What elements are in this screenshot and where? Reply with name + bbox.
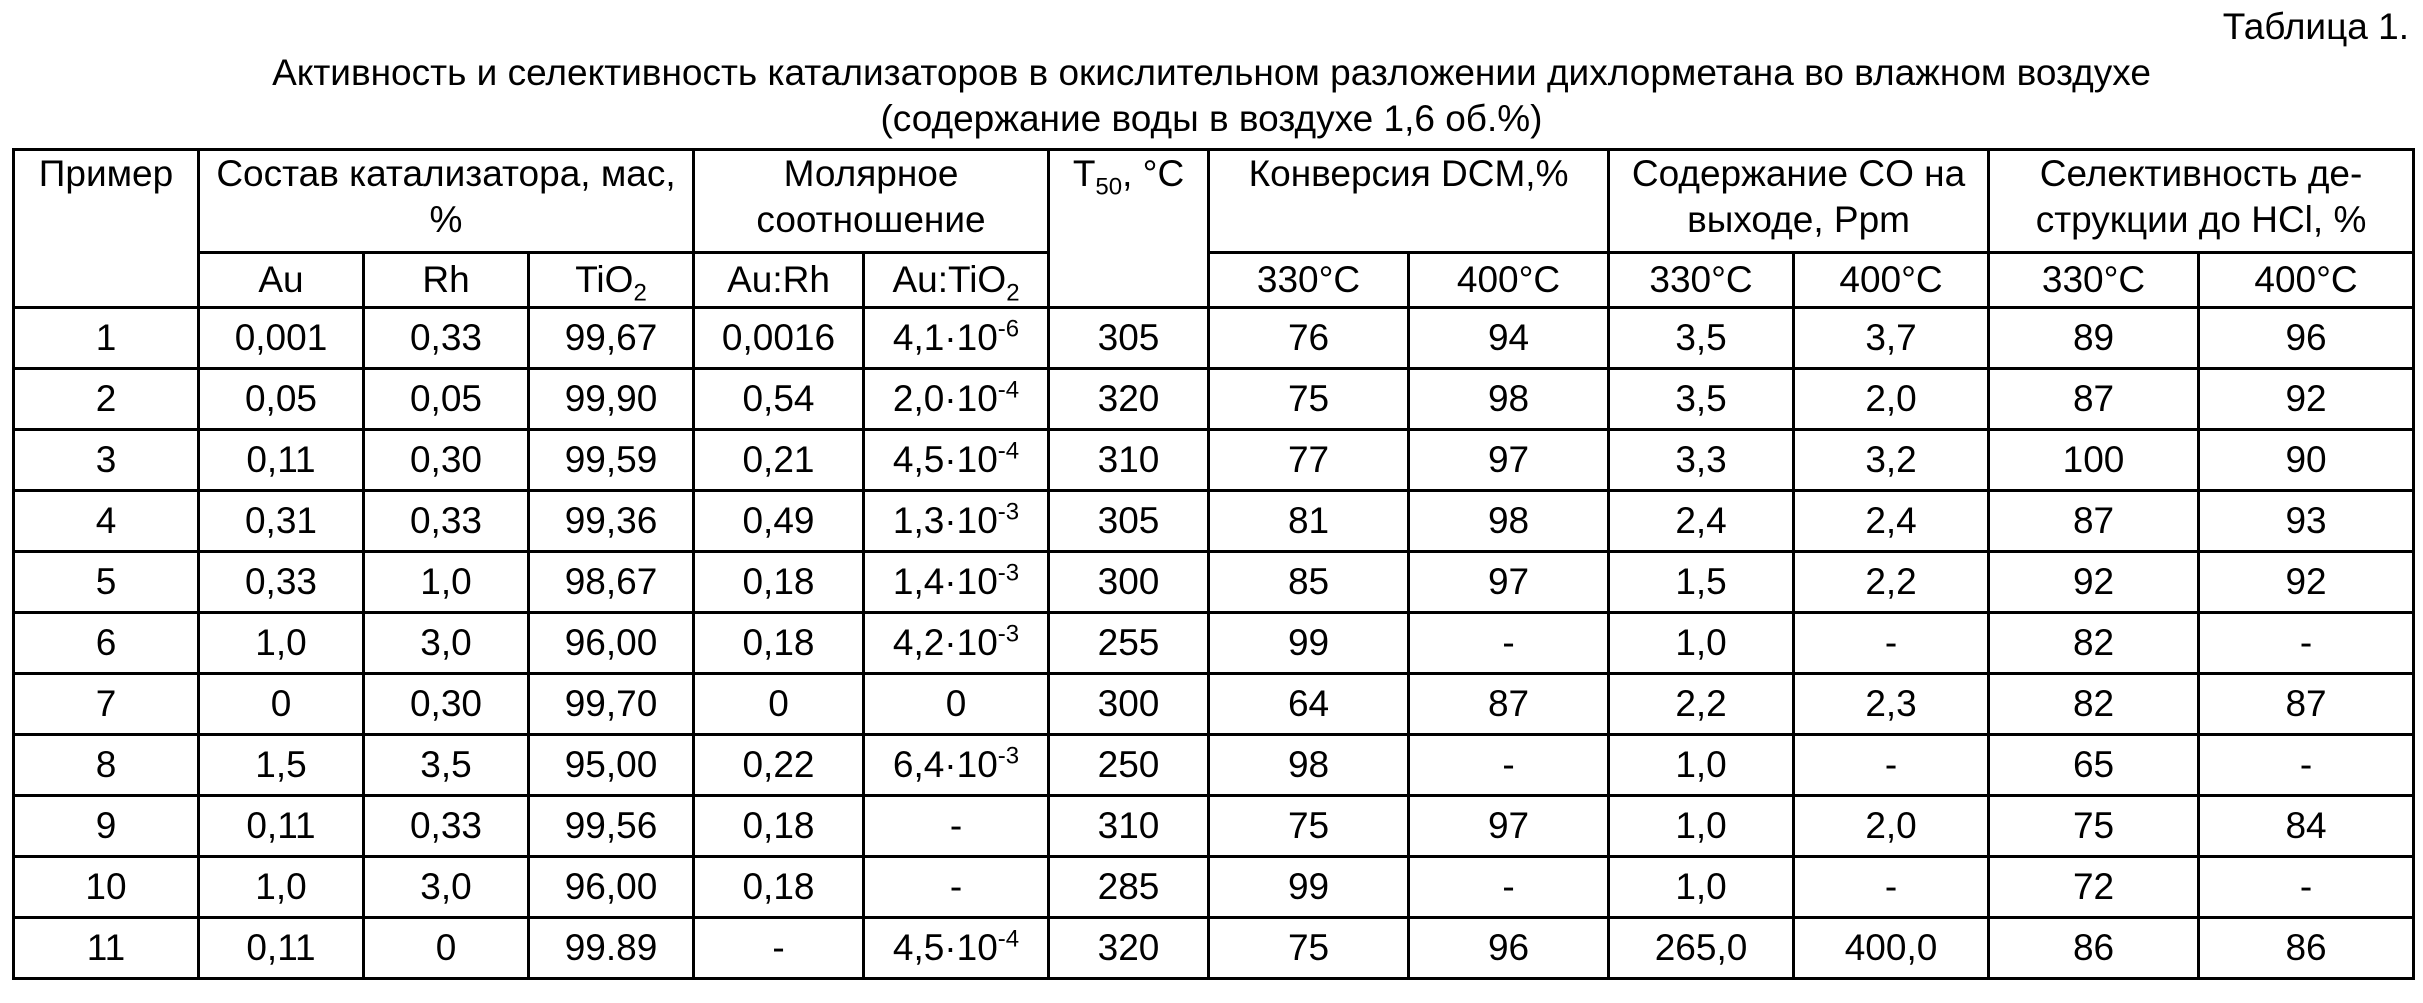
- cell-au-tio2: [864, 674, 1049, 735]
- cell-tio2: 99,59: [529, 430, 694, 491]
- mantissa: 1,4·10: [892, 561, 998, 602]
- cell-au-tio2: [864, 857, 1049, 918]
- cell-conv-400: 96: [1409, 918, 1609, 979]
- header-t50: [1049, 150, 1209, 308]
- cell-sel-330: 86: [1989, 918, 2199, 979]
- cell-sel-400: 92: [2199, 552, 2414, 613]
- exponent: -4: [997, 925, 1020, 953]
- table-row: [14, 430, 2414, 491]
- cell-conv-400: 97: [1409, 552, 1609, 613]
- header-conv-400: 400°C: [1409, 253, 1609, 308]
- cell-co-400: 2,0: [1794, 796, 1989, 857]
- cell-conv-400: -: [1409, 613, 1609, 674]
- cell-co-400: -: [1794, 735, 1989, 796]
- header-tio2: [529, 253, 694, 308]
- table-row: [14, 918, 2414, 979]
- cell-co-400: 2,3: [1794, 674, 1989, 735]
- cell-example: 11: [14, 918, 199, 979]
- exponent: -6: [997, 315, 1020, 343]
- cell-au-tio2: [864, 735, 1049, 796]
- table-row: [14, 308, 2414, 369]
- cell-au-tio2: [864, 918, 1049, 979]
- cell-sel-400: -: [2199, 735, 2414, 796]
- cell-rh: 0: [364, 918, 529, 979]
- cell-conv-330: 98: [1209, 735, 1409, 796]
- cell-tio2: 95,00: [529, 735, 694, 796]
- cell-co-400: -: [1794, 857, 1989, 918]
- cell-au-rh: 0: [694, 674, 864, 735]
- cell-rh: 3,5: [364, 735, 529, 796]
- cell-conv-400: -: [1409, 857, 1609, 918]
- cell-au: 0,31: [199, 491, 364, 552]
- cell-co-330: 1,5: [1609, 552, 1794, 613]
- cell-au: 0,11: [199, 430, 364, 491]
- cell-sel-330: 82: [1989, 613, 2199, 674]
- cell-au: 1,0: [199, 613, 364, 674]
- cell-rh: 3,0: [364, 613, 529, 674]
- cell-t50: 305: [1049, 491, 1209, 552]
- cell-au-tio2: [864, 796, 1049, 857]
- cell-conv-330: 81: [1209, 491, 1409, 552]
- cell-tio2: 99,70: [529, 674, 694, 735]
- cell-sel-400: 93: [2199, 491, 2414, 552]
- cell-au-rh: 0,22: [694, 735, 864, 796]
- cell-sel-330: 82: [1989, 674, 2199, 735]
- cell-sel-400: 90: [2199, 430, 2414, 491]
- cell-tio2: 99,90: [529, 369, 694, 430]
- exponent: -3: [997, 498, 1020, 526]
- cell-co-330: 1,0: [1609, 857, 1794, 918]
- cell-au-rh: -: [694, 918, 864, 979]
- cell-t50: 255: [1049, 613, 1209, 674]
- cell-example: 6: [14, 613, 199, 674]
- mantissa: -: [949, 805, 963, 846]
- cell-t50: 300: [1049, 674, 1209, 735]
- cell-sel-330: 72: [1989, 857, 2199, 918]
- cell-conv-330: 75: [1209, 918, 1409, 979]
- cell-co-330: 1,0: [1609, 796, 1794, 857]
- cell-co-400: 2,2: [1794, 552, 1989, 613]
- mantissa: -: [949, 866, 963, 907]
- cell-sel-330: 75: [1989, 796, 2199, 857]
- cell-example: 2: [14, 369, 199, 430]
- cell-t50: 300: [1049, 552, 1209, 613]
- cell-example: 5: [14, 552, 199, 613]
- cell-co-330: 3,5: [1609, 369, 1794, 430]
- cell-au-tio2: [864, 552, 1049, 613]
- cell-co-400: 2,0: [1794, 369, 1989, 430]
- cell-au: 0: [199, 674, 364, 735]
- cell-co-330: 3,3: [1609, 430, 1794, 491]
- cell-au-rh: 0,21: [694, 430, 864, 491]
- cell-co-330: 2,2: [1609, 674, 1794, 735]
- au-tio2-subscript: 2: [1006, 279, 1020, 307]
- cell-sel-330: 87: [1989, 491, 2199, 552]
- exponent: -4: [997, 376, 1020, 404]
- table-row: [14, 491, 2414, 552]
- cell-co-400: 400,0: [1794, 918, 1989, 979]
- header-conv-330: 330°C: [1209, 253, 1409, 308]
- header-example: Пример: [14, 150, 199, 308]
- header-rh: Rh: [364, 253, 529, 308]
- tio2-base: TiO: [575, 259, 634, 300]
- cell-au-tio2: [864, 491, 1049, 552]
- cell-tio2: 99,67: [529, 308, 694, 369]
- cell-sel-400: 86: [2199, 918, 2414, 979]
- table-row: [14, 369, 2414, 430]
- cell-co-400: -: [1794, 613, 1989, 674]
- cell-rh: 0,30: [364, 430, 529, 491]
- cell-conv-400: 97: [1409, 796, 1609, 857]
- cell-au-rh: 0,18: [694, 857, 864, 918]
- cell-sel-400: -: [2199, 857, 2414, 918]
- exponent: -4: [997, 437, 1020, 465]
- table-row: [14, 857, 2414, 918]
- header-co-330: 330°C: [1609, 253, 1794, 308]
- cell-t50: 320: [1049, 918, 1209, 979]
- cell-co-400: 3,2: [1794, 430, 1989, 491]
- cell-rh: 3,0: [364, 857, 529, 918]
- cell-co-330: 265,0: [1609, 918, 1794, 979]
- cell-tio2: 99,36: [529, 491, 694, 552]
- cell-tio2: 96,00: [529, 613, 694, 674]
- cell-tio2: 98,67: [529, 552, 694, 613]
- header-au: Au: [199, 253, 364, 308]
- cell-example: 3: [14, 430, 199, 491]
- cell-conv-400: 98: [1409, 369, 1609, 430]
- cell-tio2: 99,56: [529, 796, 694, 857]
- mantissa: 4,5·10: [892, 927, 998, 968]
- cell-au: 1,0: [199, 857, 364, 918]
- cell-au-tio2: [864, 308, 1049, 369]
- mantissa: 2,0·10: [892, 378, 998, 419]
- data-table: [12, 148, 2415, 980]
- cell-au-rh: 0,18: [694, 552, 864, 613]
- tio2-subscript: 2: [633, 279, 647, 307]
- cell-au: 0,001: [199, 308, 364, 369]
- cell-example: 7: [14, 674, 199, 735]
- cell-au-rh: 0,54: [694, 369, 864, 430]
- mantissa: 6,4·10: [892, 744, 998, 785]
- exponent: -3: [997, 742, 1020, 770]
- cell-tio2: 99.89: [529, 918, 694, 979]
- cell-rh: 0,30: [364, 674, 529, 735]
- header-selectivity: Селективность де-струкции до HCl, %: [1989, 150, 2414, 253]
- cell-tio2: 96,00: [529, 857, 694, 918]
- mantissa: 4,1·10: [892, 317, 998, 358]
- cell-example: 9: [14, 796, 199, 857]
- cell-sel-400: -: [2199, 613, 2414, 674]
- cell-sel-330: 92: [1989, 552, 2199, 613]
- cell-conv-330: 77: [1209, 430, 1409, 491]
- cell-t50: 250: [1049, 735, 1209, 796]
- table-row: [14, 735, 2414, 796]
- mantissa: 4,2·10: [892, 622, 998, 663]
- header-au-tio2: [864, 253, 1049, 308]
- cell-sel-400: 87: [2199, 674, 2414, 735]
- cell-au-tio2: [864, 430, 1049, 491]
- cell-conv-400: 87: [1409, 674, 1609, 735]
- header-conversion: Конверсия DCM,%: [1209, 150, 1609, 253]
- cell-au-tio2: [864, 369, 1049, 430]
- exponent: -3: [997, 559, 1020, 587]
- cell-sel-330: 87: [1989, 369, 2199, 430]
- cell-sel-400: 84: [2199, 796, 2414, 857]
- mantissa: 0: [945, 683, 967, 724]
- table-row: [14, 613, 2414, 674]
- cell-au: 1,5: [199, 735, 364, 796]
- header-co-content: Содержание CO на выходе, Ppm: [1609, 150, 1989, 253]
- cell-sel-330: 100: [1989, 430, 2199, 491]
- cell-co-330: 2,4: [1609, 491, 1794, 552]
- cell-conv-330: 99: [1209, 613, 1409, 674]
- table-label: Таблица 1.: [2222, 6, 2409, 47]
- t50-subscript: 50: [1095, 173, 1123, 201]
- cell-conv-330: 75: [1209, 369, 1409, 430]
- cell-t50: 285: [1049, 857, 1209, 918]
- cell-conv-330: 64: [1209, 674, 1409, 735]
- cell-au-rh: 0,18: [694, 796, 864, 857]
- cell-conv-330: 85: [1209, 552, 1409, 613]
- mantissa: 1,3·10: [892, 500, 998, 541]
- mantissa: 4,5·10: [892, 439, 998, 480]
- cell-example: 8: [14, 735, 199, 796]
- cell-au-rh: 0,0016: [694, 308, 864, 369]
- cell-co-400: 3,7: [1794, 308, 1989, 369]
- cell-conv-400: 94: [1409, 308, 1609, 369]
- cell-rh: 0,05: [364, 369, 529, 430]
- cell-conv-400: 98: [1409, 491, 1609, 552]
- cell-example: 4: [14, 491, 199, 552]
- t50-unit: , °C: [1122, 153, 1185, 194]
- cell-co-330: 3,5: [1609, 308, 1794, 369]
- cell-au-rh: 0,18: [694, 613, 864, 674]
- cell-sel-400: 92: [2199, 369, 2414, 430]
- cell-sel-330: 89: [1989, 308, 2199, 369]
- cell-conv-400: -: [1409, 735, 1609, 796]
- cell-co-330: 1,0: [1609, 613, 1794, 674]
- cell-au: 0,33: [199, 552, 364, 613]
- cell-conv-330: 76: [1209, 308, 1409, 369]
- cell-au-rh: 0,49: [694, 491, 864, 552]
- cell-au-tio2: [864, 613, 1049, 674]
- au-tio2-base: Au:TiO: [892, 259, 1007, 300]
- table-row: [14, 674, 2414, 735]
- cell-conv-400: 97: [1409, 430, 1609, 491]
- header-sel-400: 400°C: [2199, 253, 2414, 308]
- table-caption-note: (содержание воды в воздухе 1,6 об.%): [880, 98, 1543, 139]
- cell-t50: 320: [1049, 369, 1209, 430]
- cell-au: 0,11: [199, 796, 364, 857]
- cell-au: 0,11: [199, 918, 364, 979]
- cell-example: 10: [14, 857, 199, 918]
- cell-co-400: 2,4: [1794, 491, 1989, 552]
- cell-co-330: 1,0: [1609, 735, 1794, 796]
- header-molar-ratio: Молярное соотношение: [694, 150, 1049, 253]
- cell-rh: 0,33: [364, 308, 529, 369]
- header-sel-330: 330°C: [1989, 253, 2199, 308]
- table-caption: Активность и селективность катализаторов в окислительном разложении дихлорметана во влажном воздухе: [272, 52, 2151, 93]
- t50-letter: T: [1072, 153, 1096, 194]
- header-au-rh: Au:Rh: [694, 253, 864, 308]
- table-row: [14, 552, 2414, 613]
- cell-sel-330: 65: [1989, 735, 2199, 796]
- cell-rh: 0,33: [364, 491, 529, 552]
- header-co-400: 400°C: [1794, 253, 1989, 308]
- cell-au: 0,05: [199, 369, 364, 430]
- cell-sel-400: 96: [2199, 308, 2414, 369]
- cell-t50: 310: [1049, 796, 1209, 857]
- cell-t50: 310: [1049, 430, 1209, 491]
- cell-example: 1: [14, 308, 199, 369]
- cell-conv-330: 75: [1209, 796, 1409, 857]
- header-composition: Состав катализатора, мас, %: [199, 150, 694, 253]
- cell-t50: 305: [1049, 308, 1209, 369]
- cell-rh: 1,0: [364, 552, 529, 613]
- cell-conv-330: 99: [1209, 857, 1409, 918]
- table-row: [14, 796, 2414, 857]
- cell-rh: 0,33: [364, 796, 529, 857]
- exponent: -3: [997, 620, 1020, 648]
